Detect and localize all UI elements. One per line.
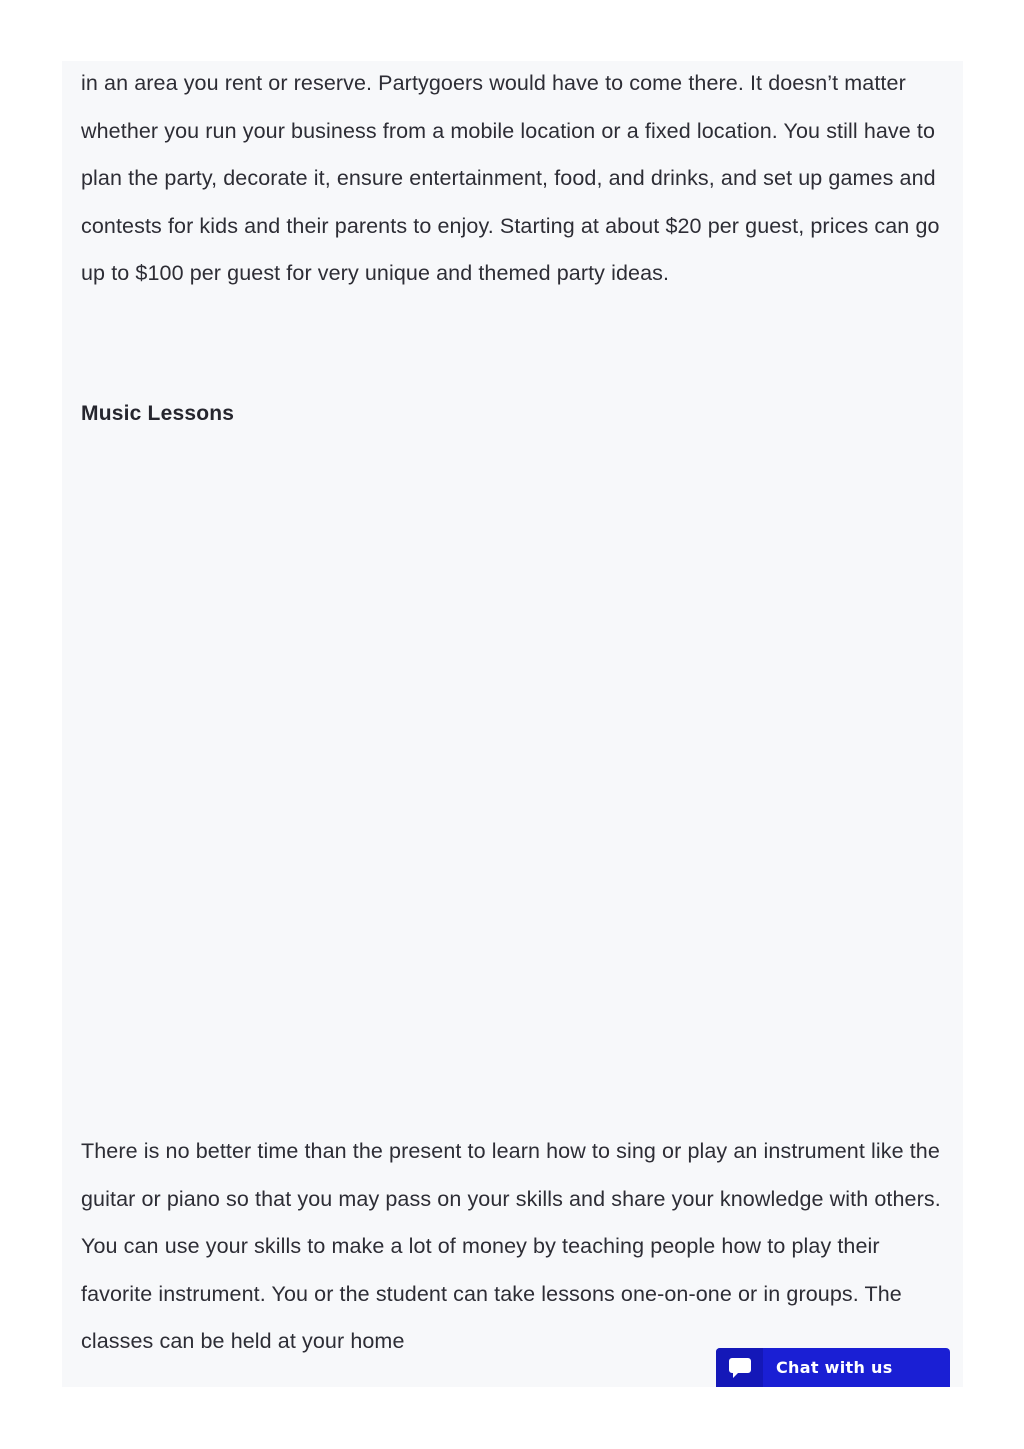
speech-bubble-icon <box>716 1348 763 1387</box>
paragraph-party-pricing: in an area you rent or reserve. Partygoers would have to come there. It doesn’t matter whether you run your business from a mobile location or a fixed location. You still have to plan the party, decorate it, ensure entertainment, food, and drinks, and set up games and contests for kids and their parents to enjoy. Starting at about $20 per guest, prices can go up to $100 per guest for very unique and themed party ideas. <box>81 71 940 285</box>
chat-with-us-label: Chat with us <box>776 1358 893 1377</box>
section-heading-music-lessons: Music Lessons <box>81 402 235 425</box>
chat-with-us-button[interactable] <box>716 1348 950 1387</box>
article-content <box>62 61 963 1387</box>
paragraph-music-lessons: There is no better time than the present to learn how to sing or play an instrument like the guitar or piano so that you may pass on your skills and share your knowledge with others. You can use your skills to make a lot of money by teaching people how to play their favorite instrument. You or the student can take lessons one-on-one or in groups. The classes can be held at your home <box>81 1139 941 1353</box>
embedded-media-placeholder <box>81 456 943 1106</box>
